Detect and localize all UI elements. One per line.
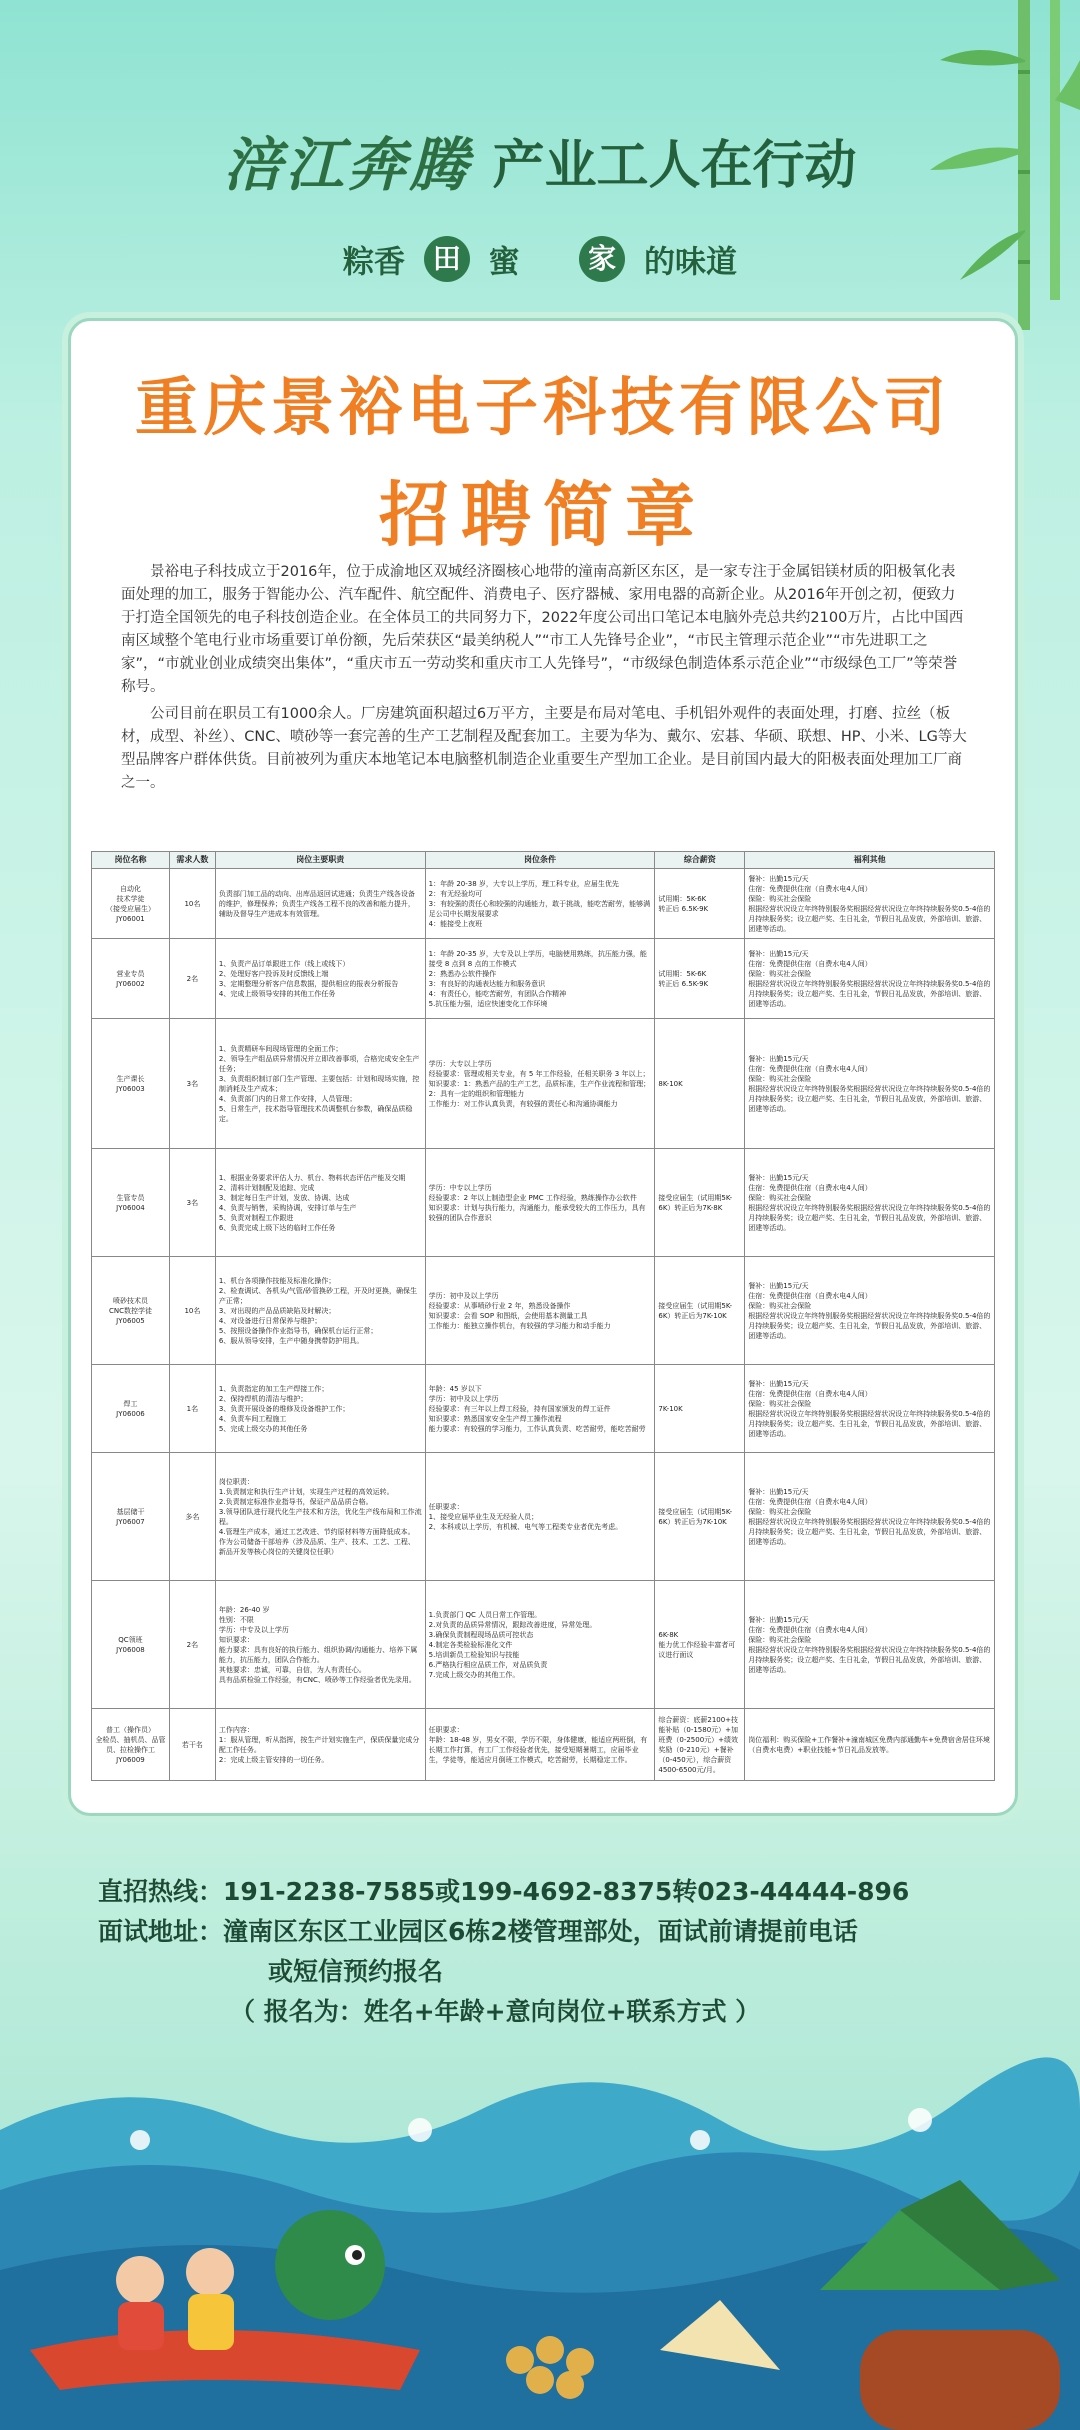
cell-duties: 工作内容： 1：服从管理，听从指挥，按生产计划实施生产，保质保量完成分配工作任务。 2：完成上级主管安排的一切任务。	[215, 1709, 425, 1781]
campaign-subtitle: 产业工人在行动	[492, 135, 857, 196]
cell-position: 普工（操作员） 全检员、抽机员、品管员、拉检操作工 JY06009	[92, 1709, 170, 1781]
cell-requirements: 1：年龄 20-38 岁，大专以上学历，理工科专业，应届生优先 2：有无经验均可 3：有较强的责任心和较强的沟通能力，敢于挑战，能吃苦耐劳，能够满足公司中长期发展要求 4：能接受上夜班	[425, 869, 655, 939]
slogan-part-1: 粽香	[343, 244, 405, 281]
cell-salary: 7K-10K	[655, 1365, 745, 1453]
cell-position: 焊工 JY06006	[92, 1365, 170, 1453]
cell-duties: 1、负责指定的加工生产焊接工作； 2、保持焊机的清洁与维护； 3、负责开展设备的维修及设备维护工作； 4、负责车间工程施工 5、完成上级交办的其他任务	[215, 1365, 425, 1453]
cell-headcount: 10名	[169, 869, 215, 939]
cell-benefits: 餐补：出勤15元/天 住宿：免费提供住宿（自费水电4人间） 保险：购买社会保险 根据经营状况设立年终特别服务奖根据经营状况设立年终持续服务奖0.5-4倍的月持续服务奖；设立超产奖、生日礼金，节假日礼品发放，外部培训、旅游、团建等活动。	[745, 1365, 995, 1453]
cell-benefits: 餐补：出勤15元/天 住宿：免费提供住宿（自费水电4人间） 保险：购买社会保险 根据经营状况设立年终特别服务奖根据经营状况设立年终持续服务奖0.5-4倍的月持续服务奖；设立超产奖、生日礼金，节假日礼品发放，外部培训、旅游、团建等活动。	[745, 1149, 995, 1257]
header-requirements: 岗位条件	[425, 852, 655, 869]
cell-headcount: 多名	[169, 1453, 215, 1581]
cell-headcount: 2名	[169, 1581, 215, 1709]
company-name: 重庆景裕电子科技有限公司	[135, 371, 951, 444]
address-label: 面试地址：	[98, 1917, 224, 1946]
header-salary: 综合薪资	[655, 852, 745, 869]
cell-salary: 接受应届生（试用期5K-6K）转正后为7K-10K	[655, 1257, 745, 1365]
campaign-header	[0, 118, 1080, 202]
intro-paragraph-1: 景裕电子科技成立于2016年，位于成渝地区双城经济圈核心地带的潼南高新区东区，是一家专注于金属铝镁材质的阳极氧化表面处理的加工，服务于智能办公、汽车配件、航空配件、消费电子、医疗器械、家用电器的高新企业。从2016年开创之初，便致力于打造全国领先的电子科技创造企业。在全体员工的共同努力下，2022年度公司出口笔记本电脑外壳总共约2100万片，占比中国西南区域整个笔电行业市场重要订单份额，先后荣获区“最美纳税人”“市工人先锋号企业”，“市民主管理示范企业”“市先进职工之家”，“市就业创业成绩突出集体”，“重庆市五一劳动奖和重庆市工人先锋号”，“市级绿色制造体系示范企业”“市级绿色工厂”等荣誉称号。	[121, 564, 964, 695]
campaign-brand: 涪江奔腾	[223, 131, 472, 199]
header-position: 岗位名称	[92, 852, 170, 869]
slogan-part-3: 的味道	[643, 244, 737, 281]
cell-duties: 岗位职责： 1.负责制定和执行生产计划，实现生产过程的高效运转。 2.负责制定标准作业指导书，保证产品品质合格。 3.领导团队进行现代化生产技术和方法，优化生产线布局和工作流程。 4.管理生产成本，通过工艺改进、节约原材料等方面降低成本。 作为公司储备干部培养（涉及品质、生产、技术、工艺、工程、新品开发等核心岗位的关键岗位任职）	[215, 1453, 425, 1581]
table-row	[92, 1257, 995, 1365]
recruitment-card	[68, 318, 1018, 1816]
cell-position: 自动化 技术学徒 （接受应届生） JY06001	[92, 869, 170, 939]
slogan-circle-2: 家	[579, 236, 625, 282]
cell-headcount: 2名	[169, 939, 215, 1019]
cell-position: 营业专员 JY06002	[92, 939, 170, 1019]
intro-paragraph-2: 公司目前在职员工有1000余人。厂房建筑面积超过6万平方，主要是布局对笔电、手机铝外观件的表面处理，打磨、拉丝（板材，成型、补丝）、CNC、喷砂等一套完善的生产工艺制程及配套加工。主要为华为、戴尔、宏碁、华硕、联想、HP、小米、LG等大型品牌客户群体供货。目前被列为重庆本地笔记本电脑整机制造企业重要生产型加工企业。是目前国内最大的阳极表面处理加工厂商之一。	[121, 706, 967, 791]
cell-requirements: 任职要求： 1、接受应届毕业生及无经验人员； 2、本科或以上学历，有机械、电气等工程类专业者优先考虑。	[425, 1453, 655, 1581]
address-row-2	[98, 1952, 998, 1992]
cell-benefits: 餐补：出勤15元/天 住宿：免费提供住宿（自费水电4人间） 保险：购买社会保险 根据经营状况设立年终特别服务奖根据经营状况设立年终持续服务奖0.5-4倍的月持续服务奖；设立超产奖、生日礼金，节假日礼品发放，外部培训、旅游、团建等活动。	[745, 1453, 995, 1581]
cell-benefits: 餐补：出勤15元/天 住宿：免费提供住宿（自费水电4人间） 保险：购买社会保险 根据经营状况设立年终特别服务奖根据经营状况设立年终持续服务奖0.5-4倍的月持续服务奖；设立超产奖、生日礼金，节假日礼品发放，外部培训、旅游、团建等活动。	[745, 1581, 995, 1709]
hotline-row	[98, 1872, 998, 1912]
header-headcount: 需求人数	[169, 852, 215, 869]
document-title: 招聘简章	[379, 474, 707, 556]
cell-benefits: 餐补：出勤15元/天 住宿：免费提供住宿（自费水电4人间） 保险：购买社会保险 根据经营状况设立年终特别服务奖根据经营状况设立年终持续服务奖0.5-4倍的月持续服务奖；设立超产奖、生日礼金，节假日礼品发放，外部培训、旅游、团建等活动。	[745, 869, 995, 939]
header-benefits: 福利其他	[745, 852, 995, 869]
cell-headcount: 3名	[169, 1149, 215, 1257]
hotline-label: 直招热线：	[98, 1877, 224, 1906]
cell-benefits: 餐补：出勤15元/天 住宿：免费提供住宿（自费水电4人间） 保险：购买社会保险 根据经营状况设立年终特别服务奖根据经营状况设立年终持续服务奖0.5-4倍的月持续服务奖；设立超产奖、生日礼金，节假日礼品发放，外部培训、旅游、团建等活动。	[745, 1019, 995, 1149]
cell-duties: 1、机台各项操作技能及标准化操作； 2、检查调试、各机头/气管/砂管换砂工程，开及时更换，确保生产正常； 3、对出现的产品品质缺陷及时解决； 4、对设备进行日常保养与维护； 5、按照设备操作作业指导书，确保机台运行正常； 6、服从领导安排，生产中随身携带防护用具。	[215, 1257, 425, 1365]
slogan-part-2: 蜜	[488, 244, 520, 281]
cell-benefits: 餐补：出勤15元/天 住宿：免费提供住宿（自费水电4人间） 保险：购买社会保险 根据经营状况设立年终特别服务奖根据经营状况设立年终持续服务奖0.5-4倍的月持续服务奖；设立超产奖、生日礼金，节假日礼品发放，外部培训、旅游、团建等活动。	[745, 939, 995, 1019]
cell-position: 生管专员 JY06004	[92, 1149, 170, 1257]
cell-requirements: 1.负责部门 QC 人员日常工作管理。 2.对负责的品质异常情况，跟踪改善进度，异常处理。 3.确保负责制程现场品质可控状态 4.制定各类检验标准化文件 5.培训新员工检验知识与技能 6.严格执行相应品质工作，对品质负责 7.完成上级交办的其他工作。	[425, 1581, 655, 1709]
table-row	[92, 1019, 995, 1149]
cell-benefits: 餐补：出勤15元/天 住宿：免费提供住宿（自费水电4人间） 保险：购买社会保险 根据经营状况设立年终特别服务奖根据经营状况设立年终持续服务奖0.5-4倍的月持续服务奖；设立超产奖、生日礼金，节假日礼品发放，外部培训、旅游、团建等活动。	[745, 1257, 995, 1365]
cell-salary: 综合薪资：底薪2100+技能补贴（0-1580元）+加班费（0-2500元）+绩效奖励（0-210元）+餐补（0-450元），综合薪资4500-6500元/月。	[655, 1709, 745, 1781]
cell-requirements: 年龄：45 岁以下 学历：初中及以上学历 经验要求：有三年以上焊工经验，持有国家颁发的焊工证件 知识要求：熟悉国家安全生产焊工操作流程 能力要求：有较强的学习能力，工作认真负责、吃苦耐劳，能吃苦耐劳	[425, 1365, 655, 1453]
cell-headcount: 若干名	[169, 1709, 215, 1781]
cell-position: QC领班 JY06008	[92, 1581, 170, 1709]
cell-duties: 年龄：26-40 岁 性别：不限 学历：中专及以上学历 知识要求： 能力要求：具有良好的执行能力、组织协调/沟通能力、培养下属能力，抗压能力，团队合作能力。 其他要求：忠诚，可靠，自信，为人有责任心。 具有品质检验工作经验，有CNC、喷砂等工作经验者优先录用。	[215, 1581, 425, 1709]
table-row	[92, 1581, 995, 1709]
cell-requirements: 学历：初中及以上学历 经验要求：从事喷砂行业 2 年，熟悉设备操作 知识要求：会看 SOP 和图纸，会使用基本测量工具 工作能力：能独立操作机台，有较强的学习能力和动手能力	[425, 1257, 655, 1365]
cell-position: 生产课长 JY06003	[92, 1019, 170, 1149]
slogan-circle-1: 田	[424, 236, 470, 282]
table-row	[92, 939, 995, 1019]
apply-note: （ 报名为：姓名+年龄+意向岗位+联系方式 ）	[230, 1997, 761, 2026]
cell-duties: 1、负责产品订单跟进工作（线上或线下） 2、处理好客户投诉及时反馈线上端 3、定期整理分析客户信息数据，提供相应的报表分析报告 4、完成上级领导安排的其他工作任务	[215, 939, 425, 1019]
cell-duties: 负责部门加工品的动向、出库品返回试进通；负责生产线各设备的维护，修理保养；负责生产线各工程不良的改善和能力提升，辅助及督导生产进成本有效管理。	[215, 869, 425, 939]
cell-headcount: 3名	[169, 1019, 215, 1149]
cell-requirements: 学历：中专以上学历 经验要求：2 年以上制造型企业 PMC 工作经验，熟练操作办公软件 知识要求：计划与执行能力，沟通能力，能承受较大的工作压力，具有较强的团队合作意识	[425, 1149, 655, 1257]
address-text: 潼南区东区工业园区6栋2楼管理部处，面试前请提前电话	[223, 1917, 858, 1946]
cell-requirements: 学历：大专以上学历 经验要求：管理或相关专业，有 5 年工作经验，任相关职务 3 年以上； 知识要求：1：熟悉产品的生产工艺，品质标准，生产作业流程和管理；2：具有一定的组织和管理能力 工作能力：对工作认真负责，有较强的责任心和沟通协调能力	[425, 1019, 655, 1149]
cell-headcount: 10名	[169, 1257, 215, 1365]
apply-note-row	[98, 1992, 998, 2032]
cell-salary: 接受应届生（试用期5K-6K）转正后为7K-8K	[655, 1149, 745, 1257]
cell-duties: 1、根据业务要求评估人力、机台、物料状态评估产能及交期 2、清料计划制配及追踪、完成 3、制定每日生产计划，发放、协调、达成 4、负责与销售，采购协调，安排订单与生产 5、负责对制程工作跟进 6、负责完成上级下达的临时工作任务	[215, 1149, 425, 1257]
cell-salary: 试用期：5K-6K 转正后 6.5K-9K	[655, 869, 745, 939]
contact-section	[98, 1872, 998, 2032]
table-row	[92, 1709, 995, 1781]
cell-headcount: 1名	[169, 1365, 215, 1453]
table-row	[92, 1453, 995, 1581]
cell-salary: 接受应届生（试用期5K-6K）转正后为7K-10K	[655, 1453, 745, 1581]
rower-head	[116, 2256, 164, 2304]
cell-requirements: 1：年龄 20-35 岁，大专及以上学历，电脑使用熟练，抗压能力强，能接受 8 点到 8 点的工作模式 2：熟悉办公软件操作 3：有良好的沟通表达能力和服务意识 4：有责任心，能吃苦耐劳，有团队合作精神 5.抗压能力强，适应快速变化工作环境	[425, 939, 655, 1019]
cell-salary: 6K-8K 能力优工作经验丰富者可议进行面议	[655, 1581, 745, 1709]
cell-benefits: 岗位福利：购买保险+工作餐补+潼南城区免费内部通勤车+免费宿舍居住环境（自费水电费）+职业技能+节日礼品发放等。	[745, 1709, 995, 1781]
campaign-slogan	[0, 236, 1080, 282]
table-row	[92, 869, 995, 939]
cell-salary: 8K-10K	[655, 1019, 745, 1149]
cell-requirements: 任职要求： 年龄：18-48 岁，男女不限，学历不限，身体健康，能适应两班倒，有长期工作打算，有工厂工作经验者优先，接受短期暑期工，应届毕业生，学徒等，能适应月倒班工作模式，吃苦耐劳，长期稳定工作。	[425, 1709, 655, 1781]
table-row	[92, 1149, 995, 1257]
header-duties: 岗位主要职责	[215, 852, 425, 869]
cell-duties: 1、负责精研车间现场管理的全面工作； 2、领导生产组品质异常情况并立即改善事项，合格完成安全生产任务； 3、负责组织制订部门生产管理、主要包括：计划和现场实施，控制消耗及生产成本； 4、负责部门内的日常工作安排，人员管理； 5、日常生产，技术指导管理技术员调整机台参数，确保品质稳定。	[215, 1019, 425, 1149]
job-table	[91, 851, 995, 1781]
table-row	[92, 1365, 995, 1453]
cell-position: 基层储干 JY06007	[92, 1453, 170, 1581]
company-intro	[121, 561, 967, 799]
cell-position: 喷砂技术员 CNC数控学徒 JY06005	[92, 1257, 170, 1365]
address-text-2: 或短信预约报名	[268, 1957, 444, 1986]
table-header-row	[92, 852, 995, 869]
hotline-number[interactable]: 191-2238-7585或199-4692-8375转023-44444-896	[223, 1877, 910, 1906]
dragon-boat-illustration	[0, 2050, 1080, 2430]
cell-salary: 试用期：5K-6K 转正后 6.5K-9K	[655, 939, 745, 1019]
address-row	[98, 1912, 998, 1952]
